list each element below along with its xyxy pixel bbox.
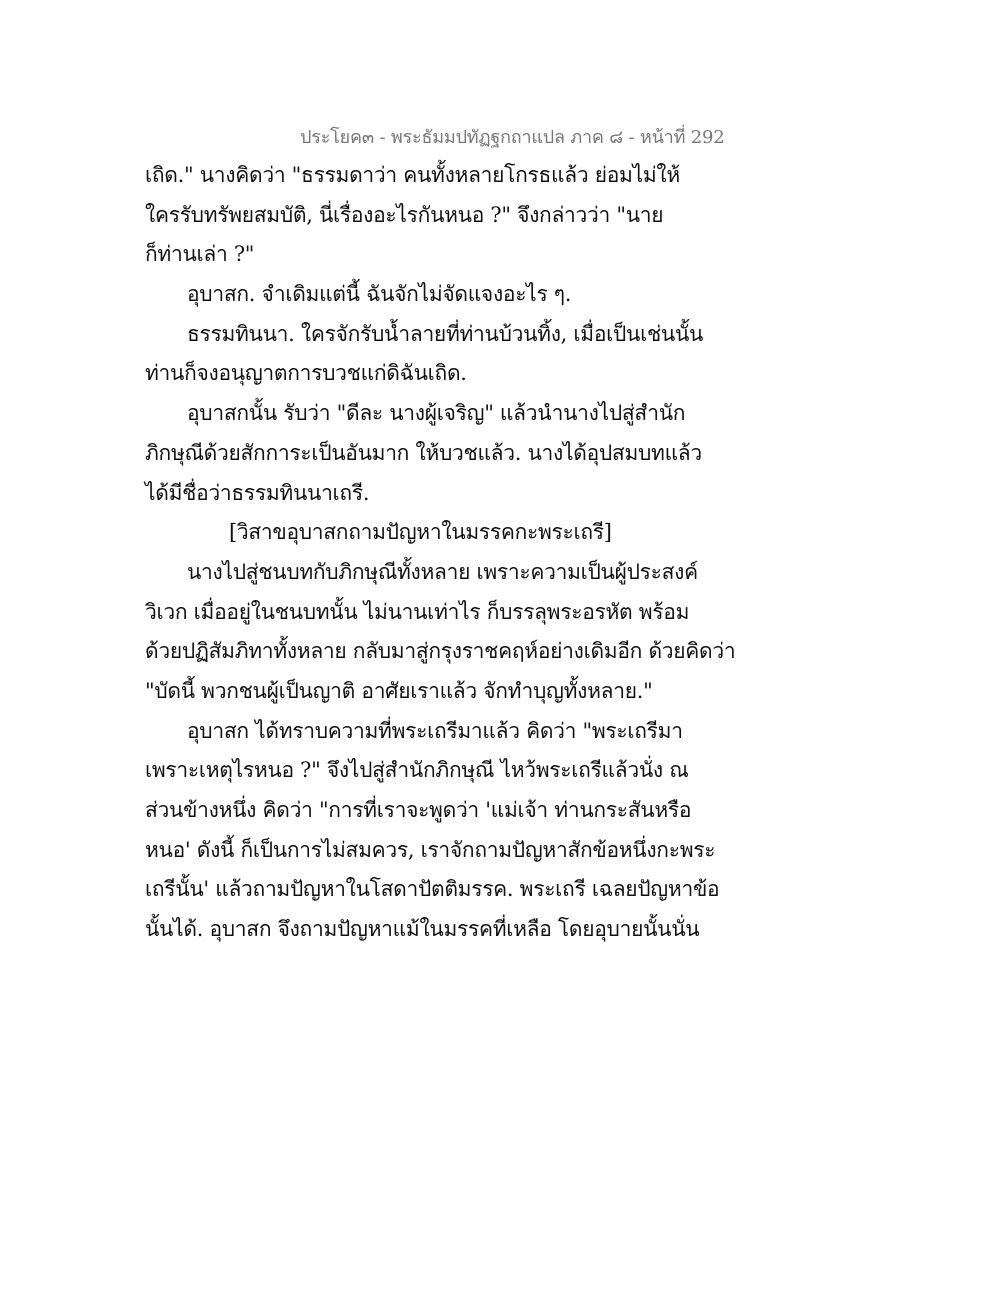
- running-header: ประโยค๓ - พระธัมมปทัฏฐกถาแปล ภาค ๘ - หน้าที่ 292: [300, 127, 725, 148]
- text-line: นั้นได้. อุบาสก จึงถามปัญหาแม้ในมรรคที่เหลือ โดยอุบายนั้นนั่น: [145, 917, 700, 942]
- text-line: ได้มีชื่อว่าธรรมทินนาเถรี.: [145, 480, 370, 505]
- text-line: ก็ท่านเล่า ?": [145, 242, 255, 267]
- text-line: "บัดนี้ พวกชนผู้เป็นญาติ อาศัยเราแล้ว จักทำบุญทั้งหลาย.": [145, 678, 653, 703]
- paragraph-start-line: นางไปสู่ชนบทกับภิกษุณีทั้งหลาย เพราะความเป็นผู้ประสงค์: [187, 559, 698, 584]
- text-line: ส่วนข้างหนึ่ง คิดว่า "การที่เราจะพูดว่า 'แม่เจ้า ท่านกระสันหรือ: [145, 798, 692, 822]
- body-text: [145, 156, 736, 950]
- text-line: ท่านก็จงอนุญาตการบวชแก่ดิฉันเถิด.: [145, 361, 467, 386]
- text-line: เถิด." นางคิดว่า "ธรรมดาว่า คนทั้งหลายโกรธแล้ว ย่อมไม่ให้: [145, 163, 680, 187]
- text-line: หนอ' ดังนี้ ก็เป็นการไม่สมควร, เราจักถามปัญหาสักข้อหนึ่งกะพระ: [145, 837, 716, 862]
- text-line: ภิกษุณีด้วยสักการะเป็นอันมาก ให้บวชแล้ว. นางได้อุปสมบทแล้ว: [145, 440, 702, 465]
- paragraph-start-line: อุบาสกนั้น รับว่า "ดีละ นางผู้เจริญ" แล้วนำนางไปสู่สำนัก: [187, 401, 686, 426]
- text-line: เถรีนั้น' แล้วถามปัญหาในโสดาปัตติมรรค. พระเถรี เฉลยปัญหาข้อ: [145, 877, 720, 902]
- text-line: เพราะเหตุไรหนอ ?" จึงไปสู่สำนักภิกษุณี ไหว้พระเถรีแล้วนั่ง ณ: [145, 758, 689, 783]
- text-line: ด้วยปฏิสัมภิทาทั้งหลาย กลับมาสู่กรุงราชคฤห์อย่างเดิมอีก ด้วยคิดว่า: [145, 639, 736, 664]
- paragraph-start-line: อุบาสก. จำเดิมแต่นี้ ฉันจักไม่จัดแจงอะไร ๆ.: [187, 282, 572, 307]
- paragraph-start-line: ธรรมทินนา. ใครจักรับน้ำลายที่ท่านบ้วนทิ้ง, เมื่อเป็นเช่นนั้น: [187, 321, 704, 346]
- text-line: ใครรับทรัพยสมบัติ, นี่เรื่องอะไรกันหนอ ?" จึงกล่าวว่า "นาย: [145, 202, 664, 227]
- section-heading: [วิสาขอุบาสกถามปัญหาในมรรคกะพระเถรี]: [229, 520, 612, 545]
- paragraph-start-line: อุบาสก ได้ทราบความที่พระเถรีมาแล้ว คิดว่า "พระเถรีมา: [187, 718, 683, 743]
- text-line: วิเวก เมื่ออยู่ในชนบทนั้น ไม่นานเท่าไร ก็บรรลุพระอรหัต พร้อม: [145, 599, 690, 624]
